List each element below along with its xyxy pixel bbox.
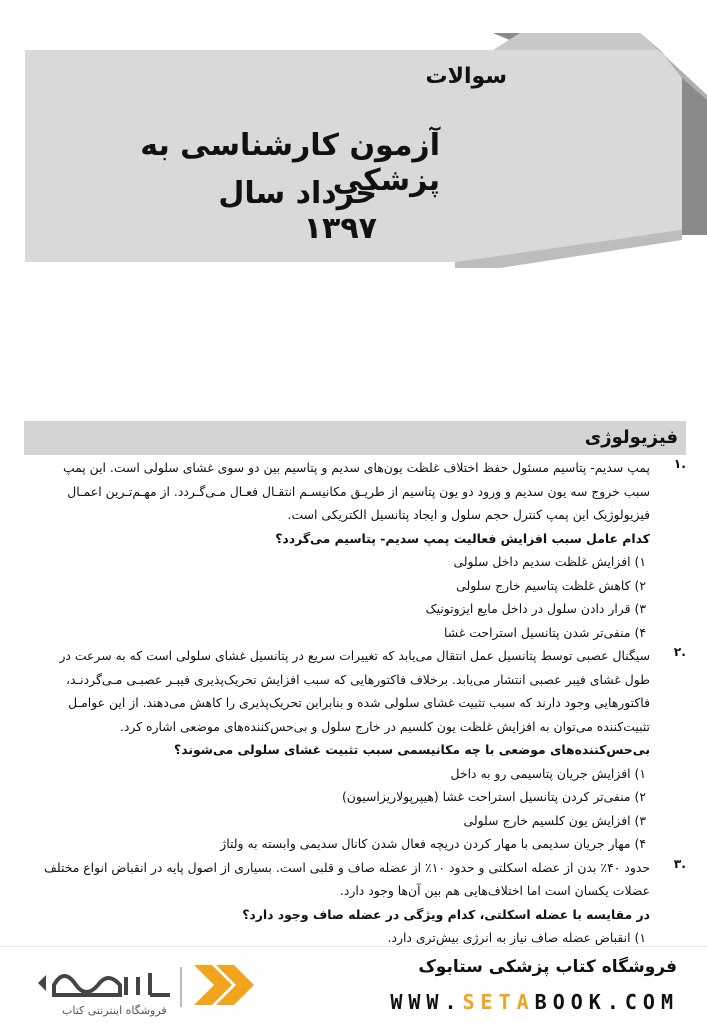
question-text-line: فاکتورهایی وجود دارند که سبب تثبیت غشای سلولی شده و بنابراین تحریک‌پذیری را کاهش می‌دهند. از این عوامـل	[68, 695, 650, 710]
logo-tagline: فروشگاه اینترنتی کتاب	[62, 1004, 167, 1017]
answer-option-4: ۴) مهار جریان سدیمی با مهار کردن دریچه فعال شدن کانال سدیمی وابسته به ولتاژ	[220, 836, 646, 851]
page-title: آزمون کارشناسی به پزشکی	[140, 128, 440, 198]
question-number: ۳.	[673, 855, 686, 871]
question-stem: در مقایسه با عضله اسکلتی، کدام ویژگی در عضله صاف وجود دارد؟	[242, 906, 650, 922]
question-text-line: عضلات یکسان است اما اختلاف‌هایی هم بین آن‌ها وجود دارد.	[339, 883, 650, 898]
question-text-line: سیگنال عصبی توسط پتانسیل عمل انتقال می‌یابد که تغییرات سریع در پتانسیل غشای سلولی است که به سرعت در	[59, 648, 650, 663]
question-stem: بی‌حس‌کننده‌های موضعی با چه مکانیسمی سبب تثبیت غشای سلولی می‌شوند؟	[174, 742, 650, 757]
section-header: فیزیولوژی	[24, 421, 686, 455]
shop-name: فروشگاه کتاب پزشکی ستابوک	[418, 957, 677, 977]
website-link[interactable]	[390, 990, 679, 1014]
answer-option-1: ۱) افزایش غلظت سدیم داخل سلولی	[453, 554, 646, 569]
answer-option-2: ۲) منفی‌تر کردن پتانسیل استراحت غشا (هیپرپولاریزاسیون)	[341, 789, 646, 804]
question-text-line: فیزیولوژیک این پمپ کنترل حجم سلول و ایجاد پتانسیل الکتریکی است.	[287, 507, 650, 522]
url-prefix: WWW.	[390, 990, 463, 1014]
answer-option-4: ۴) منفی‌تر شدن پتانسیل استراحت غشا	[444, 624, 646, 640]
answer-option-3: ۳) قرار دادن سلول در داخل مایع ایزوتونیک	[425, 601, 646, 616]
page-subtitle: خرداد سال ۱۳۹۷	[218, 176, 377, 246]
header-banner	[0, 0, 707, 280]
question-text-line: پمپ سدیم- پتاسیم مسئول حفظ اختلاف غلظت یون‌های سدیم و پتاسیم بین دو سوی غشای سلولی است. این پمپ	[62, 460, 650, 475]
question-text-line: تثبیت‌کننده می‌توان به افزایش غلظت یون کلسیم در خارج سلول و بی‌حس‌کننده‌های موضعی اشاره کرد.	[119, 718, 650, 734]
question-2	[24, 644, 686, 856]
answer-option-1: ۱) انقباض عضله صاف نیاز به انرژی بیش‌تری دارد.	[387, 930, 646, 945]
question-1	[24, 456, 686, 644]
question-text-line: سبب خروج سه یون سدیم و ورود دو یون پتاسیم از طریـق مکانیسـم انتقـال فعـال مـی‌گـردد. از مهـم‌تـرین اعمـال	[67, 483, 650, 499]
question-text-line: طول غشای فیبر عصبی انتشار می‌یابد. برخلاف فاکتورهایی که سبب افزایش تحریک‌پذیری فیبـر عصبـی مـی‌گردنـد،	[66, 671, 650, 687]
question-number: ۲.	[673, 644, 686, 659]
answer-option-3: ۳) افزایش یون کلسیم خارج سلولی	[463, 812, 646, 828]
url-highlight: SETA	[462, 990, 535, 1014]
url-suffix: BOOK.COM	[534, 990, 679, 1014]
header-label: سوالات	[425, 64, 507, 89]
answer-option-2: ۲) کاهش غلظت پتاسیم خارج سلولی	[456, 577, 646, 593]
answer-option-1: ۱) افزایش جریان پتاسیمی رو به داخل	[450, 765, 646, 781]
question-stem: کدام عامل سبب افزایش فعالیت پمپ سدیم- پتاسیم می‌گردد؟	[275, 530, 650, 546]
question-text-line: حدود ۴۰٪ بدن از عضله اسکلتی و حدود ۱۰٪ از عضله صاف و قلبی است. بسیاری از اصول پایه در انقباض انواع مختلف	[44, 859, 650, 875]
question-3	[24, 856, 686, 950]
question-number: ۱.	[673, 456, 686, 471]
questions-list	[24, 456, 686, 950]
footer-divider	[0, 946, 707, 947]
